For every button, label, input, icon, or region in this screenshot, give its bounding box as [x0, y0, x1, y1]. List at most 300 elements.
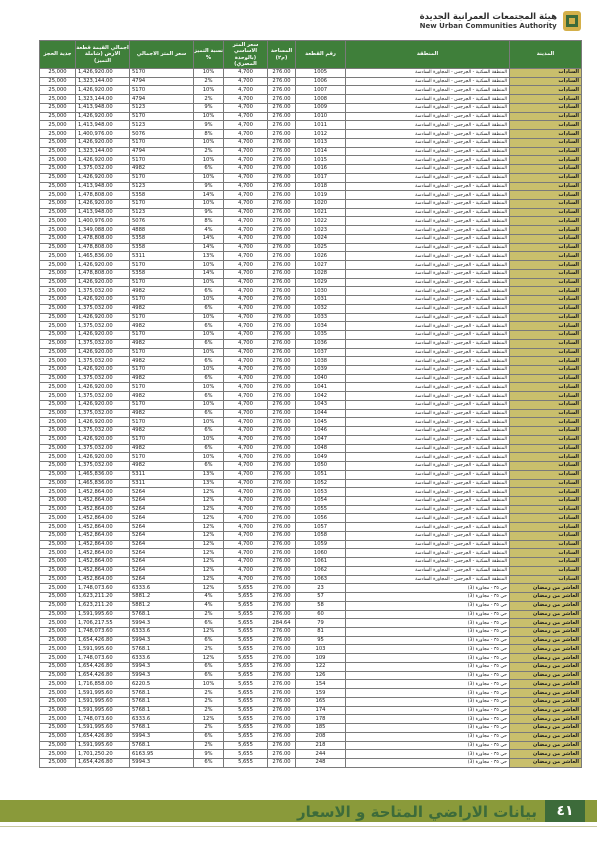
table-cell: المنطقة السكنية - الجرجس - المجاورة السادسة	[346, 540, 510, 549]
table-cell: 25,000	[40, 287, 76, 296]
table-cell: 276.00	[268, 584, 296, 593]
table-cell: 1,478,808.00	[76, 191, 130, 200]
table-cell: 25,000	[40, 112, 76, 121]
table-cell: 276.00	[268, 296, 296, 305]
table-cell: 276.00	[268, 531, 296, 540]
table-cell: 5123	[130, 182, 194, 191]
table-cell: 4982	[130, 287, 194, 296]
table-cell: المنطقة السكنية - الجرجس - المجاورة السادسة	[346, 252, 510, 261]
table-cell: 1,591,995.60	[76, 697, 130, 706]
table-cell: 1012	[296, 130, 346, 139]
column-header: المساحة (م٢)	[268, 41, 296, 69]
table-row	[40, 628, 582, 637]
table-cell: 25,000	[40, 182, 76, 191]
table-cell: السادات	[510, 392, 582, 401]
table-cell: 276.00	[268, 383, 296, 392]
table-cell: 1057	[296, 523, 346, 532]
table-cell: 5170	[130, 200, 194, 209]
table-cell: 1010	[296, 112, 346, 121]
table-cell: 1056	[296, 514, 346, 523]
table-cell: 4,700	[224, 296, 268, 305]
table-cell: 14%	[194, 191, 224, 200]
table-cell: المنطقة السكنية - الجرجس - المجاورة السادسة	[346, 217, 510, 226]
table-cell: 5358	[130, 234, 194, 243]
table-cell: المنطقة السكنية - الجرجس - المجاورة السادسة	[346, 383, 510, 392]
page-header	[0, 0, 597, 38]
table-cell: 25,000	[40, 584, 76, 593]
table-cell: 4,700	[224, 261, 268, 270]
table-cell: 276.00	[268, 130, 296, 139]
table-cell: السادات	[510, 531, 582, 540]
table-cell: 25,000	[40, 610, 76, 619]
table-cell: 9%	[194, 182, 224, 191]
table-cell: 25,000	[40, 339, 76, 348]
table-cell: العاشر من رمضان	[510, 715, 582, 724]
table-cell: السادات	[510, 488, 582, 497]
table-cell: المنطقة السكنية - الجرجس - المجاورة السادسة	[346, 523, 510, 532]
table-cell: 5170	[130, 69, 194, 78]
table-row	[40, 200, 582, 209]
table-cell: 1,400,976.00	[76, 217, 130, 226]
table-cell: 4,700	[224, 348, 268, 357]
table-cell: المنطقة السكنية - الجرجس - المجاورة السادسة	[346, 208, 510, 217]
table-cell: 25,000	[40, 750, 76, 759]
table-cell: حي ٣٥ - مجاورة (3)	[346, 628, 510, 637]
table-cell: 25,000	[40, 383, 76, 392]
table-cell: 12%	[194, 488, 224, 497]
table-cell: 1,426,920.00	[76, 69, 130, 78]
table-row	[40, 689, 582, 698]
table-cell: 1015	[296, 156, 346, 165]
table-cell: 5170	[130, 173, 194, 182]
table-cell: 5881.2	[130, 593, 194, 602]
table-cell: 276.00	[268, 147, 296, 156]
table-cell: المنطقة السكنية - الجرجس - المجاورة السادسة	[346, 505, 510, 514]
table-cell: السادات	[510, 200, 582, 209]
table-cell: حي ٣٥ - مجاورة (3)	[346, 680, 510, 689]
table-cell: العاشر من رمضان	[510, 732, 582, 741]
table-cell: 2%	[194, 147, 224, 156]
table-cell: السادات	[510, 357, 582, 366]
table-cell: 1,452,864.00	[76, 549, 130, 558]
table-cell: العاشر من رمضان	[510, 584, 582, 593]
table-cell: السادات	[510, 444, 582, 453]
table-cell: 25,000	[40, 479, 76, 488]
table-cell: 25,000	[40, 400, 76, 409]
table-cell: 5170	[130, 313, 194, 322]
table-cell: السادات	[510, 182, 582, 191]
table-cell: 10%	[194, 418, 224, 427]
table-cell: 276.00	[268, 462, 296, 471]
table-cell: 5994.3	[130, 732, 194, 741]
table-cell: السادات	[510, 243, 582, 252]
table-cell: 5170	[130, 296, 194, 305]
table-cell: 5,655	[224, 593, 268, 602]
table-row	[40, 147, 582, 156]
table-cell: 2%	[194, 697, 224, 706]
table-cell: 4,700	[224, 269, 268, 278]
table-row	[40, 750, 582, 759]
table-cell: 5768.1	[130, 645, 194, 654]
table-cell: 10%	[194, 453, 224, 462]
table-cell: 159	[296, 689, 346, 698]
table-cell: 1024	[296, 234, 346, 243]
table-cell: 25,000	[40, 593, 76, 602]
table-cell: 276.00	[268, 479, 296, 488]
table-cell: 2%	[194, 610, 224, 619]
table-row	[40, 130, 582, 139]
table-cell: 1,465,836.00	[76, 479, 130, 488]
table-cell: 25,000	[40, 488, 76, 497]
table-cell: 276.00	[268, 488, 296, 497]
table-cell: السادات	[510, 374, 582, 383]
table-cell: 1013	[296, 138, 346, 147]
table-row	[40, 365, 582, 374]
table-cell: 25,000	[40, 435, 76, 444]
table-cell: 25,000	[40, 348, 76, 357]
table-row	[40, 558, 582, 567]
table-cell: 12%	[194, 584, 224, 593]
table-cell: 25,000	[40, 331, 76, 340]
table-cell: 4,700	[224, 138, 268, 147]
table-cell: 25,000	[40, 304, 76, 313]
table-cell: 25,000	[40, 697, 76, 706]
table-cell: 276.00	[268, 435, 296, 444]
table-cell: 1,706,217.55	[76, 619, 130, 628]
table-cell: 25,000	[40, 496, 76, 505]
table-cell: 5076	[130, 217, 194, 226]
table-cell: 4,700	[224, 226, 268, 235]
table-cell: 4982	[130, 427, 194, 436]
table-cell: 276.00	[268, 322, 296, 331]
table-cell: السادات	[510, 523, 582, 532]
table-cell: 6%	[194, 374, 224, 383]
table-cell: 5994.3	[130, 619, 194, 628]
table-cell: 4,700	[224, 365, 268, 374]
table-cell: 276.00	[268, 86, 296, 95]
table-cell: 25,000	[40, 234, 76, 243]
table-cell: 276.00	[268, 575, 296, 584]
table-cell: 1,465,836.00	[76, 252, 130, 261]
table-cell: 1063	[296, 575, 346, 584]
table-cell: 2%	[194, 741, 224, 750]
table-cell: 1009	[296, 103, 346, 112]
table-cell: 5,655	[224, 671, 268, 680]
table-cell: السادات	[510, 549, 582, 558]
table-cell: 1,426,920.00	[76, 261, 130, 270]
table-cell: السادات	[510, 173, 582, 182]
table-cell: السادات	[510, 453, 582, 462]
table-row	[40, 112, 582, 121]
table-cell: المنطقة السكنية - الجرجس - المجاورة السادسة	[346, 147, 510, 156]
table-row	[40, 296, 582, 305]
table-cell: 6%	[194, 427, 224, 436]
table-cell: 5170	[130, 418, 194, 427]
table-row	[40, 165, 582, 174]
table-cell: 1,426,920.00	[76, 278, 130, 287]
table-cell: 218	[296, 741, 346, 750]
table-cell: 4794	[130, 147, 194, 156]
table-cell: 1,375,032.00	[76, 444, 130, 453]
table-cell: 276.00	[268, 566, 296, 575]
authority-emblem-icon	[561, 9, 583, 33]
table-cell: 4794	[130, 95, 194, 104]
table-cell: 154	[296, 680, 346, 689]
table-cell: 25,000	[40, 269, 76, 278]
table-cell: حي ٣٥ - مجاورة (3)	[346, 706, 510, 715]
table-cell: 6%	[194, 304, 224, 313]
table-cell: حي ٣٥ - مجاورة (3)	[346, 619, 510, 628]
table-cell: 25,000	[40, 374, 76, 383]
table-cell: 4,700	[224, 130, 268, 139]
table-cell: 1,426,920.00	[76, 112, 130, 121]
table-cell: المنطقة السكنية - الجرجس - المجاورة السادسة	[346, 531, 510, 540]
table-cell: 4,700	[224, 400, 268, 409]
table-cell: 1014	[296, 147, 346, 156]
table-cell: 10%	[194, 156, 224, 165]
table-cell: 25,000	[40, 173, 76, 182]
table-cell: 4982	[130, 409, 194, 418]
table-cell: 23	[296, 584, 346, 593]
table-cell: 4,700	[224, 479, 268, 488]
table-cell: 276.00	[268, 95, 296, 104]
table-cell: 1045	[296, 418, 346, 427]
table-cell: 5,655	[224, 628, 268, 637]
table-row	[40, 234, 582, 243]
table-cell: 6%	[194, 287, 224, 296]
table-cell: 4982	[130, 357, 194, 366]
table-cell: المنطقة السكنية - الجرجس - المجاورة السادسة	[346, 392, 510, 401]
table-row	[40, 287, 582, 296]
table-cell: المنطقة السكنية - الجرجس - المجاورة السادسة	[346, 226, 510, 235]
table-cell: 284.64	[268, 619, 296, 628]
table-cell: 25,000	[40, 741, 76, 750]
table-cell: 25,000	[40, 470, 76, 479]
table-cell: 1,452,864.00	[76, 514, 130, 523]
table-cell: 6163.95	[130, 750, 194, 759]
table-cell: العاشر من رمضان	[510, 706, 582, 715]
table-cell: 5,655	[224, 601, 268, 610]
table-cell: 5,655	[224, 610, 268, 619]
table-cell: المنطقة السكنية - الجرجس - المجاورة السادسة	[346, 453, 510, 462]
table-cell: السادات	[510, 296, 582, 305]
table-cell: 5311	[130, 479, 194, 488]
table-cell: 276.00	[268, 593, 296, 602]
table-cell: 5994.3	[130, 671, 194, 680]
table-row	[40, 470, 582, 479]
table-cell: 1,654,426.80	[76, 662, 130, 671]
table-cell: 25,000	[40, 732, 76, 741]
table-cell: السادات	[510, 95, 582, 104]
table-cell: 12%	[194, 549, 224, 558]
table-cell: 25,000	[40, 130, 76, 139]
table-cell: 1035	[296, 331, 346, 340]
table-cell: 12%	[194, 514, 224, 523]
table-cell: 1,426,920.00	[76, 86, 130, 95]
table-cell: 9%	[194, 208, 224, 217]
table-cell: 1,591,995.60	[76, 645, 130, 654]
table-cell: السادات	[510, 470, 582, 479]
table-cell: 25,000	[40, 575, 76, 584]
table-cell: 5170	[130, 435, 194, 444]
table-cell: 25,000	[40, 601, 76, 610]
table-cell: 1,375,032.00	[76, 322, 130, 331]
table-cell: 25,000	[40, 662, 76, 671]
table-cell: 4,700	[224, 217, 268, 226]
table-cell: المنطقة السكنية - الجرجس - المجاورة السادسة	[346, 278, 510, 287]
table-cell: 10%	[194, 173, 224, 182]
table-cell: 1,375,032.00	[76, 357, 130, 366]
table-cell: 1040	[296, 374, 346, 383]
table-cell: 276.00	[268, 427, 296, 436]
table-cell: السادات	[510, 304, 582, 313]
table-cell: 5,655	[224, 732, 268, 741]
table-cell: حي ٣٥ - مجاورة (3)	[346, 645, 510, 654]
table-row	[40, 77, 582, 86]
table-cell: 1027	[296, 261, 346, 270]
table-cell: 2%	[194, 706, 224, 715]
table-cell: 14%	[194, 234, 224, 243]
table-cell: 276.00	[268, 234, 296, 243]
table-cell: 1,654,426.80	[76, 759, 130, 768]
table-row	[40, 278, 582, 287]
table-cell: 276.00	[268, 732, 296, 741]
table-cell: 5,655	[224, 697, 268, 706]
table-row	[40, 610, 582, 619]
logo-text	[420, 12, 557, 31]
table-cell: 25,000	[40, 226, 76, 235]
table-cell: السادات	[510, 514, 582, 523]
table-cell: 25,000	[40, 523, 76, 532]
table-row	[40, 383, 582, 392]
table-cell: 25,000	[40, 645, 76, 654]
table-cell: المنطقة السكنية - الجرجس - المجاورة السادسة	[346, 121, 510, 130]
table-cell: 1,413,948.00	[76, 103, 130, 112]
table-cell: 25,000	[40, 357, 76, 366]
table-cell: حي ٣٥ - مجاورة (3)	[346, 662, 510, 671]
table-cell: 6333.6	[130, 654, 194, 663]
table-cell: 276.00	[268, 138, 296, 147]
table-cell: 4,700	[224, 549, 268, 558]
table-cell: 1,452,864.00	[76, 523, 130, 532]
table-cell: 1008	[296, 95, 346, 104]
table-cell: المنطقة السكنية - الجرجس - المجاورة السادسة	[346, 103, 510, 112]
table-cell: 12%	[194, 654, 224, 663]
table-row	[40, 505, 582, 514]
table-cell: 5264	[130, 549, 194, 558]
table-cell: 1046	[296, 427, 346, 436]
table-cell: 25,000	[40, 689, 76, 698]
table-cell: 5123	[130, 121, 194, 130]
table-cell: السادات	[510, 348, 582, 357]
table-cell: 4,700	[224, 392, 268, 401]
table-cell: العاشر من رمضان	[510, 610, 582, 619]
table-cell: 276.00	[268, 252, 296, 261]
table-cell: المنطقة السكنية - الجرجس - المجاورة السادسة	[346, 575, 510, 584]
table-cell: 5170	[130, 156, 194, 165]
table-cell: 25,000	[40, 715, 76, 724]
table-cell: حي ٣٥ - مجاورة (3)	[346, 671, 510, 680]
table-cell: العاشر من رمضان	[510, 741, 582, 750]
table-cell: حي ٣٥ - مجاورة (3)	[346, 601, 510, 610]
table-cell: 10%	[194, 200, 224, 209]
table-cell: 276.00	[268, 165, 296, 174]
table-cell: 276.00	[268, 453, 296, 462]
table-row	[40, 488, 582, 497]
table-cell: 1,452,864.00	[76, 540, 130, 549]
table-cell: العاشر من رمضان	[510, 697, 582, 706]
table-cell: 10%	[194, 348, 224, 357]
table-cell: 25,000	[40, 636, 76, 645]
column-header: سعر المتر الاجمالي	[130, 41, 194, 69]
table-cell: 244	[296, 750, 346, 759]
table-cell: 5,655	[224, 619, 268, 628]
table-cell: 25,000	[40, 531, 76, 540]
table-cell: 81	[296, 628, 346, 637]
column-header: المنطقة	[346, 41, 510, 69]
table-cell: 1,375,032.00	[76, 304, 130, 313]
table-cell: 25,000	[40, 619, 76, 628]
table-cell: 1,375,032.00	[76, 165, 130, 174]
table-cell: المنطقة السكنية - الجرجس - المجاورة السادسة	[346, 269, 510, 278]
table-cell: 276.00	[268, 418, 296, 427]
table-cell: 276.00	[268, 208, 296, 217]
table-cell: 1,426,920.00	[76, 138, 130, 147]
table-row	[40, 400, 582, 409]
table-cell: 25,000	[40, 706, 76, 715]
table-cell: 276.00	[268, 523, 296, 532]
table-cell: 4,700	[224, 322, 268, 331]
table-cell: 4,700	[224, 278, 268, 287]
table-cell: 1,375,032.00	[76, 462, 130, 471]
table-cell: 4,700	[224, 470, 268, 479]
table-row	[40, 313, 582, 322]
table-cell: السادات	[510, 365, 582, 374]
table-cell: 25,000	[40, 217, 76, 226]
table-cell: 1,375,032.00	[76, 287, 130, 296]
table-cell: 276.00	[268, 540, 296, 549]
table-cell: المنطقة السكنية - الجرجس - المجاورة السادسة	[346, 418, 510, 427]
table-cell: 103	[296, 645, 346, 654]
table-row	[40, 540, 582, 549]
table-cell: 1030	[296, 287, 346, 296]
table-cell: 1058	[296, 531, 346, 540]
table-cell: 8%	[194, 217, 224, 226]
table-cell: 5264	[130, 575, 194, 584]
table-cell: السادات	[510, 322, 582, 331]
table-cell: المنطقة السكنية - الجرجس - المجاورة السادسة	[346, 427, 510, 436]
table-cell: السادات	[510, 558, 582, 567]
table-cell: 4,700	[224, 531, 268, 540]
table-cell: 1034	[296, 322, 346, 331]
table-cell: السادات	[510, 313, 582, 322]
table-cell: 5170	[130, 400, 194, 409]
table-cell: 5,655	[224, 584, 268, 593]
table-cell: 276.00	[268, 103, 296, 112]
footer-title: بيانات الاراضي المتاحة و الاسعار	[297, 803, 537, 821]
table-cell: 5994.3	[130, 759, 194, 768]
table-cell: 10%	[194, 296, 224, 305]
table-cell: 5170	[130, 348, 194, 357]
table-row	[40, 86, 582, 95]
table-cell: 5170	[130, 86, 194, 95]
table-row	[40, 759, 582, 768]
table-cell: 1,748,073.60	[76, 715, 130, 724]
table-cell: 276.00	[268, 261, 296, 270]
table-cell: المنطقة السكنية - الجرجس - المجاورة السادسة	[346, 348, 510, 357]
table-row	[40, 304, 582, 313]
table-cell: 2%	[194, 724, 224, 733]
